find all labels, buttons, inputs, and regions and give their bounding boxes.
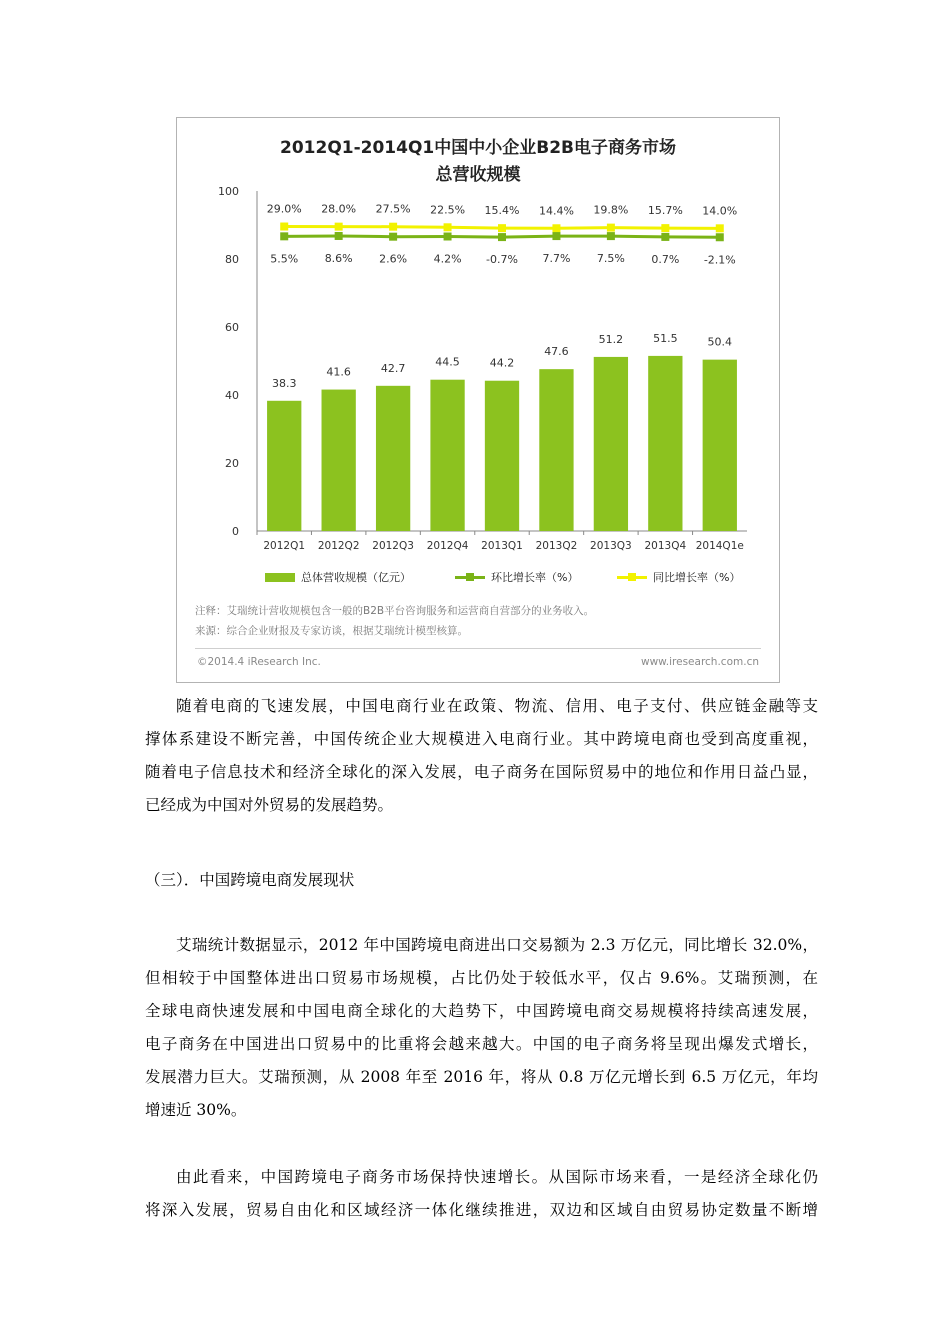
text-line: 撑体系建设不断完善，中国传统企业大规模进入电商行业。其中跨境电商也受到高度重视，	[145, 730, 818, 748]
y-tick-label: 0	[232, 525, 239, 538]
paragraph-2	[145, 929, 818, 1127]
series-marker	[607, 232, 615, 240]
bar	[594, 357, 628, 531]
divider	[195, 648, 761, 649]
text-line: 全球电商快速发展和中国电商全球化的大趋势下，中国跨境电商交易规模将持续高速发展，	[145, 1002, 818, 1020]
chart-figure	[176, 117, 780, 683]
chart-plot	[177, 118, 777, 563]
bar-data-label: 44.5	[435, 355, 460, 369]
line-data-label: 27.5%	[375, 202, 411, 216]
legend-item-yoy	[617, 569, 740, 585]
bar-data-label: 51.5	[653, 331, 678, 345]
paragraph-1	[145, 690, 818, 822]
line-data-label: 8.6%	[324, 251, 353, 265]
bar	[430, 380, 464, 531]
series-marker	[335, 232, 343, 240]
line-data-label: -0.7%	[486, 253, 518, 267]
legend-swatch-line	[617, 576, 647, 579]
series-marker	[335, 223, 343, 231]
chart-subtitle: 总营收规模	[435, 165, 521, 185]
website: www.iresearch.com.cn	[640, 656, 759, 668]
bar	[322, 390, 356, 531]
chart-legend	[177, 569, 779, 589]
legend-label: 环比增长率（%）	[491, 571, 579, 584]
bar-data-label: 51.2	[598, 332, 624, 346]
series-marker	[552, 224, 560, 232]
line-data-label: 0.7%	[651, 252, 680, 266]
y-tick-label: 40	[225, 389, 239, 402]
legend-item-qoq	[455, 569, 578, 585]
chart-title: 2012Q1-2014Q1中国中小企业B2B电子商务市场	[280, 138, 676, 158]
bar-data-label: 42.7	[380, 361, 406, 375]
line-data-label: 14.0%	[702, 204, 738, 218]
legend-swatch-bar	[265, 573, 295, 582]
text-line: 发展潜力巨大。艾瑞预测，从 2008 年至 2016 年，将从 0.8 万亿元增长到 6.5 万亿元，年均	[145, 1068, 818, 1086]
text-line: 艾瑞统计数据显示，2012 年中国跨境电商进出口交易额为 2.3 万亿元，同比增长 32.0%，	[176, 936, 818, 954]
line-data-label: 7.7%	[542, 252, 571, 266]
text-line: 将深入发展，贸易自由化和区域经济一体化继续推进，双边和区域自由贸易协定数量不断增	[145, 1201, 818, 1219]
chart-source: 来源：综合企业财报及专家访谈，根据艾瑞统计模型核算。	[195, 625, 468, 637]
bar-data-label: 50.4	[707, 335, 733, 349]
x-tick-label: 2013Q3	[590, 540, 632, 552]
bar-data-label: 38.3	[271, 376, 297, 390]
bar	[485, 381, 519, 531]
chart-notes	[195, 601, 594, 641]
series-marker	[552, 232, 560, 240]
bar	[376, 386, 410, 531]
x-tick-label: 2012Q1	[263, 540, 306, 552]
x-tick-label: 2012Q2	[317, 540, 360, 552]
text-line: 已经成为中国对外贸易的发展趋势。	[145, 796, 394, 814]
y-tick-label: 100	[218, 185, 239, 198]
line-data-label: 2.6%	[379, 252, 408, 266]
section-heading: （三）．中国跨境电商发展现状	[145, 871, 355, 889]
y-tick-label: 60	[225, 321, 239, 334]
line-data-label: 15.4%	[484, 204, 520, 218]
line-data-label: 7.5%	[596, 252, 625, 266]
series-marker	[280, 223, 288, 231]
text-line: 但相较于中国整体进出口贸易市场规模，占比仍处于较低水平，仅占 9.6%。艾瑞预测，在	[145, 969, 818, 987]
line-data-label: 28.0%	[321, 202, 357, 216]
x-tick-label: 2014Q1e	[695, 540, 744, 552]
text-line: 增速近 30%。	[145, 1101, 247, 1119]
text-line: 由此看来，中国跨境电子商务市场保持快速增长。从国际市场来看，一是经济全球化仍	[176, 1168, 818, 1186]
series-marker	[716, 224, 724, 232]
bar-data-label: 47.6	[544, 345, 569, 359]
line-data-label: 15.7%	[647, 204, 683, 218]
legend-label: 总体营收规模（亿元）	[301, 571, 411, 584]
text-line: 电子商务在中国进出口贸易中的比重将会越来越大。中国的电子商务将呈现出爆发式增长，	[145, 1035, 818, 1053]
line-data-label: 4.2%	[433, 252, 462, 266]
legend-swatch-line	[455, 576, 485, 579]
legend-label: 同比增长率（%）	[653, 571, 741, 584]
x-tick-label: 2013Q2	[535, 540, 578, 552]
series-marker	[389, 223, 397, 231]
copyright: ©2014.4 iResearch Inc.	[197, 656, 321, 668]
series-marker	[280, 232, 288, 240]
x-tick-label: 2013Q4	[644, 540, 687, 552]
line-data-label: -2.1%	[703, 253, 736, 267]
x-tick-label: 2012Q3	[372, 540, 414, 552]
chart-note: 注释：艾瑞统计营收规模包含一般的B2B平台咨询服务和运营商自营部分的业务收入。	[195, 605, 595, 617]
bar	[703, 360, 737, 531]
y-tick-label: 20	[225, 457, 239, 470]
line-data-label: 19.8%	[593, 203, 629, 217]
series-marker	[498, 224, 506, 232]
text-line: 随着电商的飞速发展，中国电商行业在政策、物流、信用、电子支付、供应链金融等支	[176, 697, 818, 715]
line-data-label: 5.5%	[270, 252, 299, 266]
line-data-label: 29.0%	[266, 202, 302, 216]
bar-data-label: 41.6	[326, 365, 351, 379]
text-line: 随着电子信息技术和经济全球化的深入发展，电子商务在国际贸易中的地位和作用日益凸显，	[145, 763, 818, 781]
series-marker	[661, 224, 669, 232]
series-marker	[716, 233, 724, 241]
legend-item-revenue	[265, 569, 411, 585]
bar	[267, 401, 301, 531]
series-marker	[498, 233, 506, 241]
series-marker	[607, 224, 615, 232]
paragraph-3	[145, 1161, 818, 1227]
bar	[648, 356, 682, 531]
bar	[539, 369, 573, 531]
x-tick-label: 2013Q1	[481, 540, 523, 552]
bar-data-label: 44.2	[489, 356, 515, 370]
series-marker	[661, 233, 669, 241]
x-tick-label: 2012Q4	[426, 540, 469, 552]
series-marker	[444, 223, 452, 231]
y-tick-label: 80	[225, 253, 239, 266]
series-marker	[444, 232, 452, 240]
series-marker	[389, 233, 397, 241]
line-data-label: 22.5%	[430, 203, 466, 217]
line-data-label: 14.4%	[538, 204, 574, 218]
